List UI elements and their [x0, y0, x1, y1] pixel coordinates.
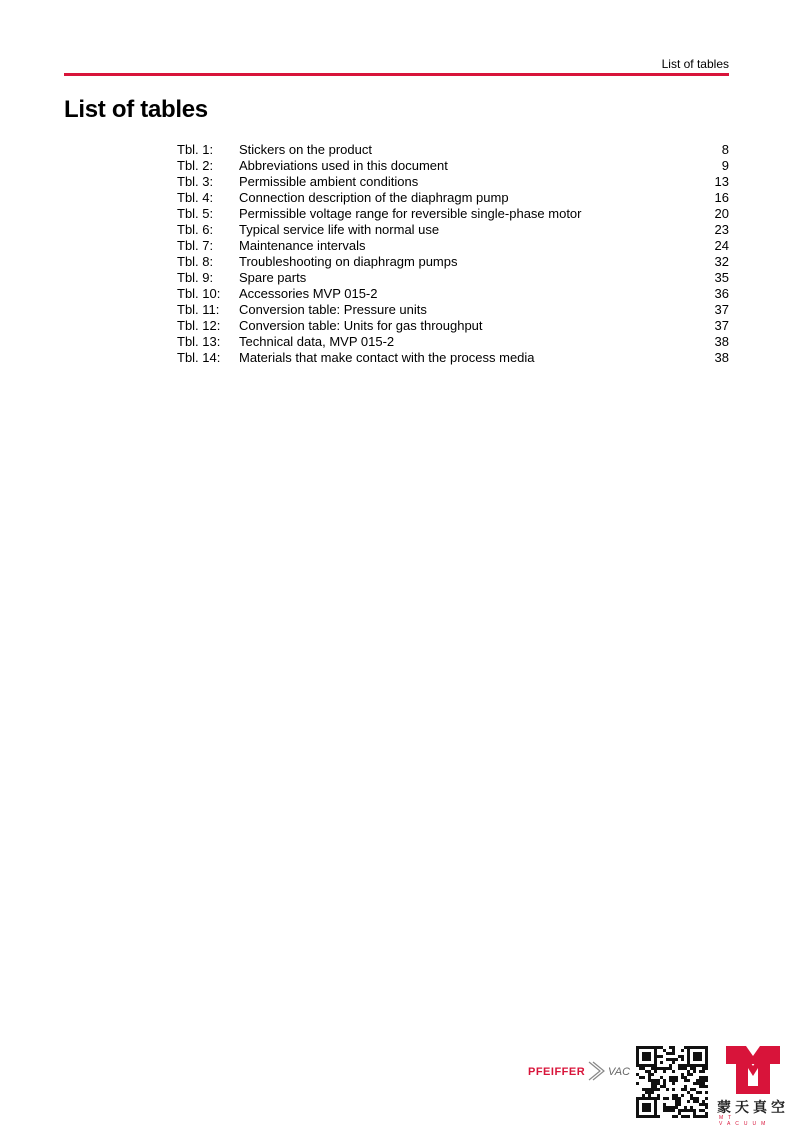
mt-vacuum-logo-cn: 蒙天真空 [717, 1100, 789, 1116]
table-title: Permissible ambient conditions [239, 174, 419, 189]
vacuum-logo-text: VAC [608, 1066, 631, 1078]
table-list-row[interactable] [177, 174, 729, 190]
table-page-number: 36 [714, 286, 729, 301]
table-list-row[interactable] [177, 270, 729, 286]
table-page-number: 9 [721, 158, 729, 173]
table-number: Tbl. 10: [177, 286, 221, 301]
table-title: Maintenance intervals [239, 238, 366, 253]
table-list-row[interactable] [177, 286, 729, 302]
table-title: Conversion table: Units for gas throughput [239, 318, 483, 333]
table-list-row[interactable] [177, 334, 729, 350]
table-title: Conversion table: Pressure units [239, 302, 427, 317]
table-list-row[interactable] [177, 142, 729, 158]
table-page-number: 37 [714, 302, 729, 317]
table-number: Tbl. 8: [177, 254, 214, 269]
table-title: Materials that make contact with the process media [239, 350, 535, 365]
table-title: Typical service life with normal use [239, 222, 440, 237]
table-list-row[interactable] [177, 158, 729, 174]
running-header: List of tables [661, 57, 729, 71]
mt-vacuum-logo-icon [726, 1046, 780, 1094]
table-title: Stickers on the product [239, 142, 372, 157]
table-number: Tbl. 4: [177, 190, 214, 205]
table-list-row[interactable] [177, 302, 729, 318]
mt-vacuum-logo-en: MT VACUUM [719, 1115, 771, 1127]
table-list-row[interactable] [177, 190, 729, 206]
table-page-number: 24 [714, 238, 729, 253]
footer [0, 1040, 793, 1127]
table-number: Tbl. 11: [177, 302, 220, 317]
table-list [177, 142, 729, 366]
table-number: Tbl. 13: [177, 334, 221, 349]
table-number: Tbl. 6: [177, 222, 214, 237]
pfeiffer-logo-text: PFEIFFER [528, 1066, 586, 1078]
table-page-number: 32 [714, 254, 729, 269]
qr-code-icon [636, 1046, 708, 1118]
table-title: Accessories MVP 015-2 [239, 286, 378, 301]
table-page-number: 8 [721, 142, 729, 157]
table-title: Connection description of the diaphragm pump [239, 190, 509, 205]
table-list-row[interactable] [177, 318, 729, 334]
table-page-number: 38 [714, 350, 729, 365]
table-title: Abbreviations used in this document [239, 158, 448, 173]
table-list-row[interactable] [177, 238, 729, 254]
table-number: Tbl. 1: [177, 142, 214, 157]
table-page-number: 38 [714, 334, 729, 349]
table-number: Tbl. 7: [177, 238, 214, 253]
page-title: List of tables [64, 96, 208, 123]
table-list-row[interactable] [177, 206, 729, 222]
pfeiffer-arrows-icon [588, 1060, 606, 1082]
table-number: Tbl. 3: [177, 174, 214, 189]
table-page-number: 37 [714, 318, 729, 333]
table-list-row[interactable] [177, 254, 729, 270]
table-page-number: 16 [714, 190, 729, 205]
table-page-number: 20 [714, 206, 729, 221]
table-list-row[interactable] [177, 350, 729, 366]
table-number: Tbl. 14: [177, 350, 221, 365]
table-number: Tbl. 5: [177, 206, 214, 221]
header-rule [64, 73, 729, 76]
table-number: Tbl. 2: [177, 158, 214, 173]
table-number: Tbl. 9: [177, 270, 214, 285]
table-title: Spare parts [239, 270, 307, 285]
table-number: Tbl. 12: [177, 318, 221, 333]
table-title: Technical data, MVP 015-2 [239, 334, 395, 349]
table-title: Permissible voltage range for reversible single-phase motor [239, 206, 582, 221]
table-page-number: 23 [714, 222, 729, 237]
table-title: Troubleshooting on diaphragm pumps [239, 254, 458, 269]
table-list-row[interactable] [177, 222, 729, 238]
table-page-number: 13 [714, 174, 729, 189]
table-page-number: 35 [714, 270, 729, 285]
